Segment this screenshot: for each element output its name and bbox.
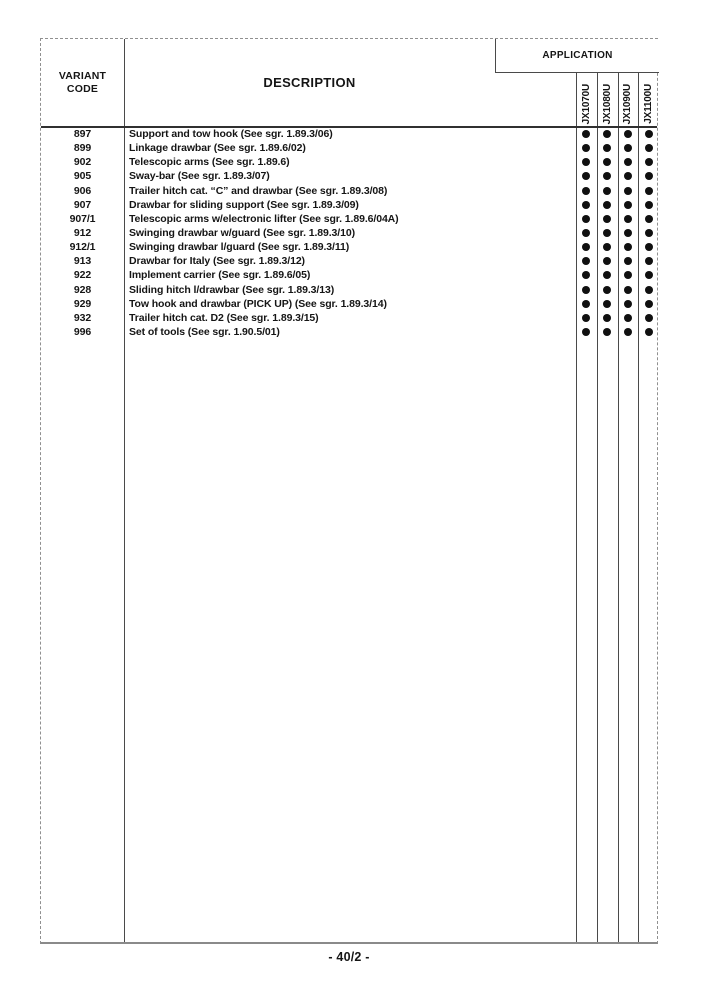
row-description: Set of tools (See sgr. 1.90.5/01) <box>129 325 280 338</box>
application-dot <box>603 271 611 279</box>
row-description: Swinging drawbar w/guard (See sgr. 1.89.3/10) <box>129 226 355 239</box>
row-variant-code: 928 <box>73 283 92 296</box>
application-dot-cell <box>618 283 639 297</box>
application-dot-cell <box>576 198 597 212</box>
application-dot <box>624 229 632 237</box>
application-dot <box>645 158 653 166</box>
application-dot-cell <box>576 240 597 254</box>
application-dot <box>645 257 653 265</box>
table-row <box>41 226 657 240</box>
row-variant-code: 929 <box>73 297 92 310</box>
application-dot-cell <box>618 141 639 155</box>
application-dot <box>582 314 590 322</box>
application-dot <box>624 130 632 138</box>
application-dot-cell <box>576 268 597 282</box>
row-dots <box>576 268 659 282</box>
application-dot-cell <box>638 141 659 155</box>
application-dot <box>624 314 632 322</box>
row-dots <box>576 198 659 212</box>
application-dot-cell <box>618 127 639 141</box>
application-dot <box>603 328 611 336</box>
application-header: APPLICATION <box>495 39 659 73</box>
application-dot <box>645 300 653 308</box>
application-dot-cell <box>618 155 639 169</box>
row-variant-code: 932 <box>73 311 92 324</box>
row-dots <box>576 127 659 141</box>
application-dot-cell <box>618 226 639 240</box>
row-description: Sliding hitch l/drawbar (See sgr. 1.89.3/13) <box>129 283 335 296</box>
application-dot <box>582 229 590 237</box>
application-dot <box>645 229 653 237</box>
variant-header-line2: CODE <box>66 82 99 95</box>
row-variant-code: 905 <box>73 170 92 183</box>
row-dots <box>576 226 659 240</box>
application-dot-cell <box>597 198 618 212</box>
application-dot-cell <box>638 325 659 339</box>
application-dot-cell <box>597 169 618 183</box>
table-row <box>41 325 657 339</box>
row-dots <box>576 325 659 339</box>
table-row <box>41 141 657 155</box>
application-dot-cell <box>576 254 597 268</box>
row-description: Drawbar for sliding support (See sgr. 1.89.3/09) <box>129 198 359 211</box>
application-dot-cell <box>618 169 639 183</box>
application-dot-cell <box>638 283 659 297</box>
row-variant-code: 922 <box>73 269 92 282</box>
application-column-jx1080u <box>597 73 618 126</box>
application-dot-cell <box>597 212 618 226</box>
table-row <box>41 254 657 268</box>
row-description: Trailer hitch cat. “C” and drawbar (See sgr. 1.89.3/08) <box>129 184 388 197</box>
row-variant-code: 907/1 <box>69 212 96 225</box>
application-dot <box>582 286 590 294</box>
application-dot <box>624 328 632 336</box>
application-dot-cell <box>618 297 639 311</box>
row-description: Sway-bar (See sgr. 1.89.3/07) <box>129 170 270 183</box>
application-dot <box>624 172 632 180</box>
row-dots <box>576 254 659 268</box>
row-dots <box>576 283 659 297</box>
row-dots <box>576 311 659 325</box>
row-variant-code: 912 <box>73 226 92 239</box>
row-description: Support and tow hook (See sgr. 1.89.3/06) <box>129 128 333 140</box>
application-dot <box>645 172 653 180</box>
application-dot <box>645 201 653 209</box>
application-dot <box>624 201 632 209</box>
application-dot-cell <box>576 184 597 198</box>
application-dot-cell <box>576 141 597 155</box>
table-row <box>41 184 657 198</box>
table-row <box>41 283 657 297</box>
application-dot <box>645 328 653 336</box>
application-dot <box>645 286 653 294</box>
application-dot-cell <box>638 254 659 268</box>
application-dot <box>645 314 653 322</box>
application-column-jx1090u <box>618 73 639 126</box>
row-variant-code: 899 <box>73 142 92 155</box>
application-dot <box>603 286 611 294</box>
application-column-label: JX1070U <box>580 83 592 124</box>
table-row <box>41 311 657 325</box>
row-variant-code: 897 <box>73 128 92 140</box>
application-dot <box>645 271 653 279</box>
application-dot-cell <box>618 198 639 212</box>
application-dot <box>645 130 653 138</box>
application-dot-cell <box>597 184 618 198</box>
application-dot-cell <box>638 169 659 183</box>
application-dot-cell <box>576 127 597 141</box>
application-dot-cell <box>638 297 659 311</box>
table-rows <box>41 127 657 339</box>
application-dot <box>603 130 611 138</box>
variant-header-line1: VARIANT <box>58 69 107 82</box>
row-dots <box>576 184 659 198</box>
application-dot <box>582 158 590 166</box>
row-dots <box>576 169 659 183</box>
variant-application-table <box>40 38 658 944</box>
table-row <box>41 155 657 169</box>
application-dot <box>582 328 590 336</box>
application-dot <box>582 215 590 223</box>
application-dot <box>582 201 590 209</box>
application-dot <box>645 144 653 152</box>
application-dot-cell <box>618 325 639 339</box>
application-dot <box>624 300 632 308</box>
row-dots <box>576 240 659 254</box>
application-column-label: JX1080U <box>601 83 613 124</box>
application-dot <box>603 314 611 322</box>
row-dots <box>576 212 659 226</box>
application-dot <box>582 144 590 152</box>
row-description: Drawbar for Italy (See sgr. 1.89.3/12) <box>129 255 305 268</box>
application-dot-cell <box>597 254 618 268</box>
application-dot <box>603 187 611 195</box>
application-dot-cell <box>597 127 618 141</box>
application-dot-cell <box>576 297 597 311</box>
table-row <box>41 268 657 282</box>
row-dots <box>576 141 659 155</box>
application-dot <box>603 201 611 209</box>
application-dot <box>603 257 611 265</box>
row-description: Trailer hitch cat. D2 (See sgr. 1.89.3/15) <box>129 311 319 324</box>
application-dot-cell <box>597 268 618 282</box>
page-number: - 40/2 - <box>328 950 370 964</box>
application-dot-cell <box>576 169 597 183</box>
application-dot <box>624 187 632 195</box>
row-variant-code: 912/1 <box>69 241 96 254</box>
application-dot-cell <box>576 212 597 226</box>
application-dot <box>582 172 590 180</box>
application-dot <box>624 271 632 279</box>
application-column-jx1100u <box>638 73 659 126</box>
application-dot-cell <box>576 155 597 169</box>
variant-code-header <box>41 39 124 126</box>
application-dot-cell <box>597 311 618 325</box>
application-dot <box>603 172 611 180</box>
application-dot-cell <box>576 283 597 297</box>
table-row <box>41 198 657 212</box>
row-description: Telescopic arms (See sgr. 1.89.6) <box>129 156 290 169</box>
application-dot-cell <box>638 226 659 240</box>
application-dot-cell <box>597 325 618 339</box>
application-dot-cell <box>597 226 618 240</box>
application-dot-cell <box>597 155 618 169</box>
row-description: Tow hook and drawbar (PICK UP) (See sgr. 1.89.3/14) <box>129 297 387 310</box>
application-dot <box>582 257 590 265</box>
application-dot <box>582 271 590 279</box>
application-dot <box>624 158 632 166</box>
application-dot <box>624 243 632 251</box>
row-variant-code: 913 <box>73 255 92 268</box>
application-dot <box>603 300 611 308</box>
application-dot-cell <box>618 184 639 198</box>
application-dot-cell <box>597 283 618 297</box>
application-dot-cell <box>618 240 639 254</box>
application-dot-cell <box>638 268 659 282</box>
application-column-label: JX1100U <box>643 84 655 124</box>
application-dot-cell <box>638 127 659 141</box>
application-dot-cell <box>638 184 659 198</box>
application-dot-cell <box>597 297 618 311</box>
application-dot <box>582 300 590 308</box>
row-variant-code: 906 <box>73 184 92 197</box>
row-description: Swinging drawbar l/guard (See sgr. 1.89.3/11) <box>129 241 350 254</box>
row-description: Implement carrier (See sgr. 1.89.6/05) <box>129 269 311 282</box>
application-dot <box>603 229 611 237</box>
application-dot-cell <box>638 155 659 169</box>
application-dot-cell <box>618 311 639 325</box>
row-variant-code: 907 <box>73 198 92 211</box>
application-dot <box>582 187 590 195</box>
application-dot <box>624 144 632 152</box>
application-dot <box>603 158 611 166</box>
application-dot <box>624 286 632 294</box>
row-description: Telescopic arms w/electronic lifter (See sgr. 1.89.6/04A) <box>129 212 399 225</box>
table-row <box>41 127 657 141</box>
table-row <box>41 169 657 183</box>
application-dot <box>624 257 632 265</box>
application-dot <box>582 243 590 251</box>
row-description: Linkage drawbar (See sgr. 1.89.6/02) <box>129 142 306 155</box>
application-dot-cell <box>638 311 659 325</box>
application-dot-cell <box>638 240 659 254</box>
application-dot <box>645 243 653 251</box>
table-row <box>41 212 657 226</box>
table-row <box>41 240 657 254</box>
application-dot-cell <box>576 325 597 339</box>
row-dots <box>576 297 659 311</box>
application-dot-cell <box>597 240 618 254</box>
application-column-jx1070u <box>576 73 597 126</box>
row-variant-code: 902 <box>73 156 92 169</box>
application-dot <box>603 215 611 223</box>
description-header: DESCRIPTION <box>263 75 356 90</box>
application-dot-cell <box>638 212 659 226</box>
application-dot <box>624 215 632 223</box>
application-dot <box>603 144 611 152</box>
application-dot <box>582 130 590 138</box>
application-dot-cell <box>618 268 639 282</box>
table-row <box>41 297 657 311</box>
application-dot <box>603 243 611 251</box>
application-dot-cell <box>576 311 597 325</box>
application-column-label: JX1090U <box>622 83 634 124</box>
application-dot <box>645 215 653 223</box>
application-dot-cell <box>597 141 618 155</box>
application-dot-cell <box>576 226 597 240</box>
application-dot <box>645 187 653 195</box>
application-dot-cell <box>638 198 659 212</box>
application-dot-cell <box>618 212 639 226</box>
row-dots <box>576 155 659 169</box>
application-dot-cell <box>618 254 639 268</box>
row-variant-code: 996 <box>73 325 92 338</box>
